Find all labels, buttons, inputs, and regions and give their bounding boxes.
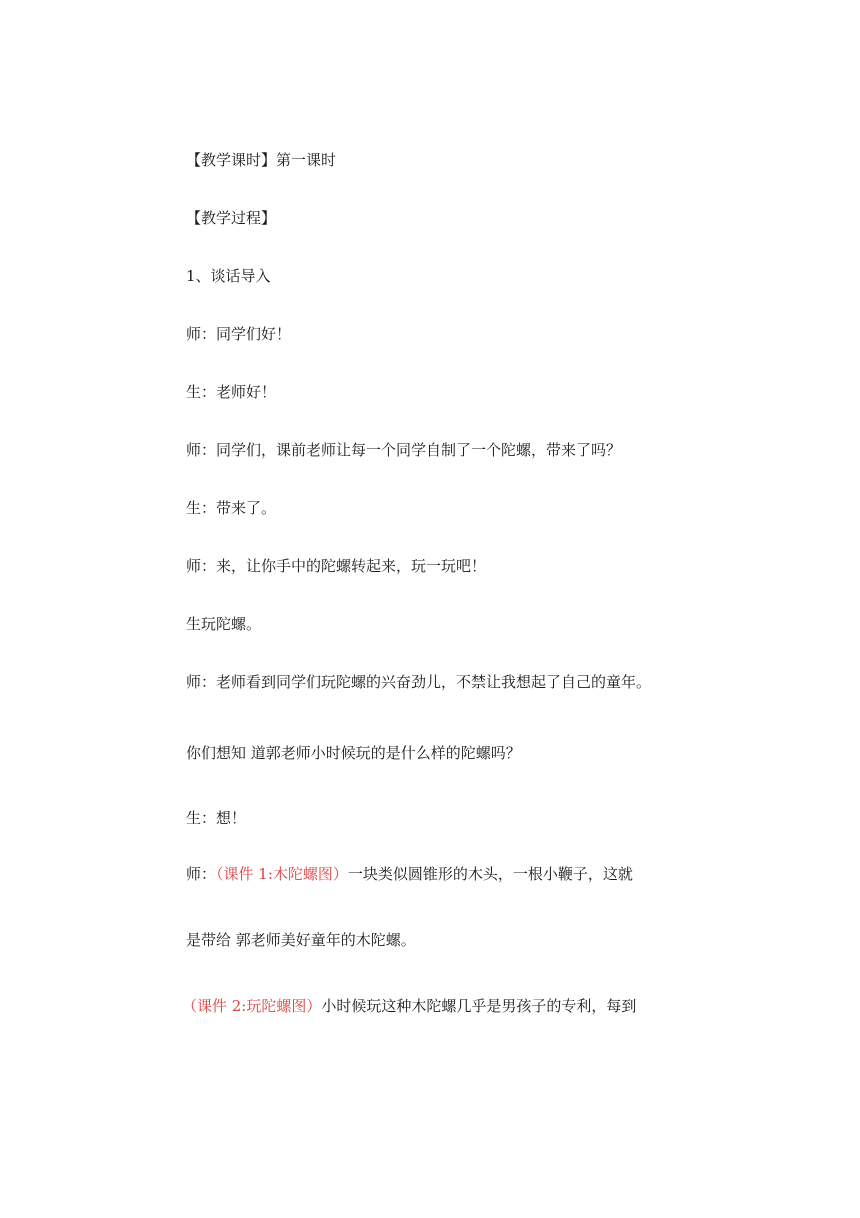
dialogue-line: 生：想！ — [186, 809, 247, 827]
dialogue-line: 生玩陀螺。 — [186, 615, 262, 633]
heading-teaching-process: 【教学过程】 — [186, 209, 277, 227]
courseware-reference: （课件 1:木陀螺图） — [216, 865, 348, 883]
paragraph-text: 一块类似圆锥形的木头，一根小鞭子，这就 — [347, 865, 633, 883]
dialogue-line: 生：老师好！ — [186, 383, 277, 401]
heading-teaching-period: 【教学课时】第一课时 — [186, 151, 337, 169]
courseware-paragraph-1 — [186, 864, 633, 884]
dialogue-line: 师：同学们好！ — [186, 325, 292, 343]
dialogue-line: 生：带来了。 — [186, 499, 277, 517]
dialogue-line: 师：同学们，课前老师让每一个同学自制了一个陀螺，带来了吗？ — [186, 441, 622, 459]
dialogue-line: 师：来，让你手中的陀螺转起来，玩一玩吧！ — [186, 557, 487, 575]
paragraph-text: 小时候玩这种木陀螺几乎是男孩子的专利，每到 — [321, 997, 637, 1015]
speaker-label: 师： — [186, 865, 217, 883]
section-title: 1、谈话导入 — [186, 267, 271, 285]
courseware-paragraph-2 — [182, 996, 636, 1016]
dialogue-line: 你们想知 道郭老师小时候玩的是什么样的陀螺吗？ — [186, 744, 521, 762]
courseware-reference: （课件 2:玩陀螺图） — [182, 997, 322, 1015]
paragraph-continuation: 是带给 郭老师美好童年的木陀螺。 — [186, 931, 416, 949]
dialogue-line: 师：老师看到同学们玩陀螺的兴奋劲儿，不禁让我想起了自己的童年。 — [186, 673, 652, 691]
